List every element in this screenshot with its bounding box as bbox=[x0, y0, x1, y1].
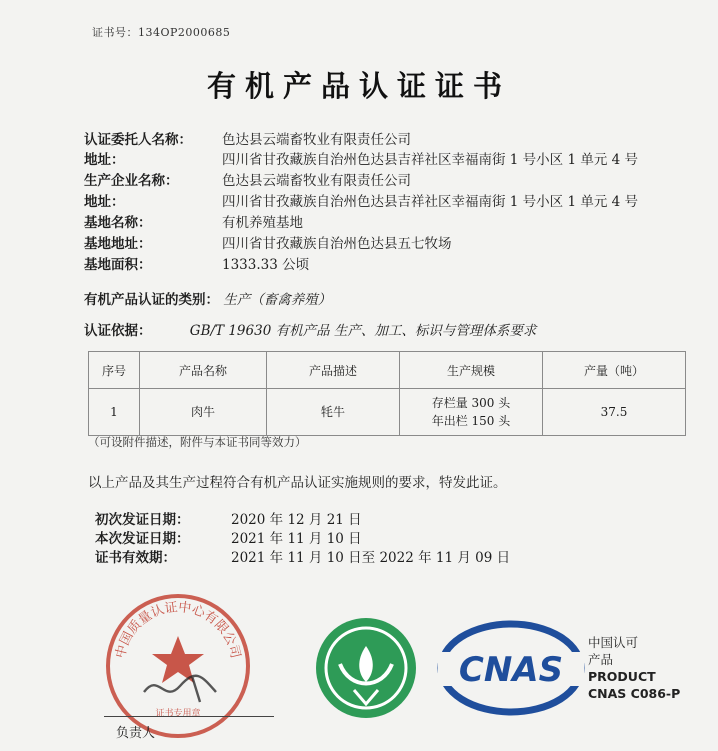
column-header: 序号 bbox=[89, 352, 140, 389]
date-value: 2020 年 12 月 21 日 bbox=[231, 512, 362, 528]
column-header: 产品描述 bbox=[267, 352, 400, 389]
column-header: 产量（吨） bbox=[543, 352, 686, 389]
cnas-line: 产品 bbox=[588, 652, 614, 667]
category-value: 生产（畜禽养殖） bbox=[223, 292, 332, 308]
signature-icon bbox=[144, 676, 216, 702]
info-label: 基地面积： bbox=[84, 257, 152, 273]
info-label: 地址： bbox=[84, 194, 125, 210]
basis-value: GB/T 19630 有机产品 生产、加工、标识与管理体系要求 bbox=[189, 323, 537, 339]
seal-text: 中国质量认证中心有限公司 bbox=[113, 600, 243, 660]
organic-product-logo-icon bbox=[314, 616, 418, 720]
cell-name: 肉牛 bbox=[140, 389, 267, 436]
info-label: 基地地址： bbox=[84, 236, 152, 252]
basis-label: 认证依据： bbox=[84, 323, 152, 339]
signer-label: 负责人 bbox=[116, 726, 156, 741]
cell-scale bbox=[400, 389, 543, 436]
cnas-accreditation bbox=[588, 634, 680, 702]
cell-desc: 牦牛 bbox=[267, 389, 400, 436]
certificate-number-label: 证书号： bbox=[92, 26, 138, 39]
info-label: 地址： bbox=[84, 152, 125, 168]
info-value: 1333.33 公顷 bbox=[222, 257, 310, 273]
table-header-row bbox=[89, 352, 686, 389]
info-value: 四川省甘孜藏族自治州色达县吉祥社区幸福南街 1 号小区 1 单元 4 号 bbox=[222, 152, 639, 168]
table-row bbox=[89, 389, 686, 436]
conformity-statement: 以上产品及其生产过程符合有机产品认证实施规则的要求，特发此证。 bbox=[88, 475, 507, 491]
column-header: 产品名称 bbox=[140, 352, 267, 389]
date-value: 2021 年 11 月 10 日至 2022 年 11 月 09 日 bbox=[231, 550, 511, 566]
date-label: 证书有效期： bbox=[95, 550, 176, 566]
certificate-number-value: 134OP2000685 bbox=[138, 26, 231, 39]
date-label: 本次发证日期： bbox=[95, 531, 190, 547]
info-value: 有机养殖基地 bbox=[222, 215, 303, 231]
cnas-logo-text: CNAS bbox=[458, 650, 564, 690]
cell-no: 1 bbox=[89, 389, 140, 436]
official-seal bbox=[104, 592, 252, 740]
category-line bbox=[84, 288, 331, 308]
date-label: 初次发证日期： bbox=[95, 512, 190, 528]
info-value: 四川省甘孜藏族自治州色达县吉祥社区幸福南街 1 号小区 1 单元 4 号 bbox=[222, 194, 639, 210]
basis-line bbox=[84, 319, 536, 339]
page-title: 有机产品认证证书 bbox=[206, 69, 511, 103]
info-label: 基地名称： bbox=[84, 215, 152, 231]
cnas-line: 中国认可 bbox=[588, 635, 639, 650]
info-label: 认证委托人名称： bbox=[84, 132, 192, 148]
cell-output: 37.5 bbox=[543, 389, 686, 436]
date-value: 2021 年 11 月 10 日 bbox=[231, 531, 362, 547]
category-label: 有机产品认证的类别： bbox=[84, 292, 219, 308]
scale-line: 存栏量 300 头 bbox=[431, 396, 511, 410]
signature-line bbox=[104, 716, 274, 717]
certificate-number bbox=[92, 24, 230, 40]
scale-line: 年出栏 150 头 bbox=[431, 414, 511, 428]
info-value: 四川省甘孜藏族自治州色达县五七牧场 bbox=[222, 236, 452, 252]
info-label: 生产企业名称： bbox=[84, 173, 179, 189]
info-value: 色达县云端畜牧业有限责任公司 bbox=[222, 132, 411, 148]
attachment-note: （可设附件描述，附件与本证书同等效力） bbox=[88, 435, 307, 449]
info-value: 色达县云端畜牧业有限责任公司 bbox=[222, 173, 411, 189]
cnas-line: CNAS C086-P bbox=[588, 686, 681, 701]
cnas-line: PRODUCT bbox=[588, 669, 656, 684]
seal-subtext: 证书专用章 bbox=[155, 709, 201, 719]
column-header: 生产规模 bbox=[400, 352, 543, 389]
product-table bbox=[88, 351, 686, 436]
cnas-logo-icon bbox=[436, 618, 586, 718]
